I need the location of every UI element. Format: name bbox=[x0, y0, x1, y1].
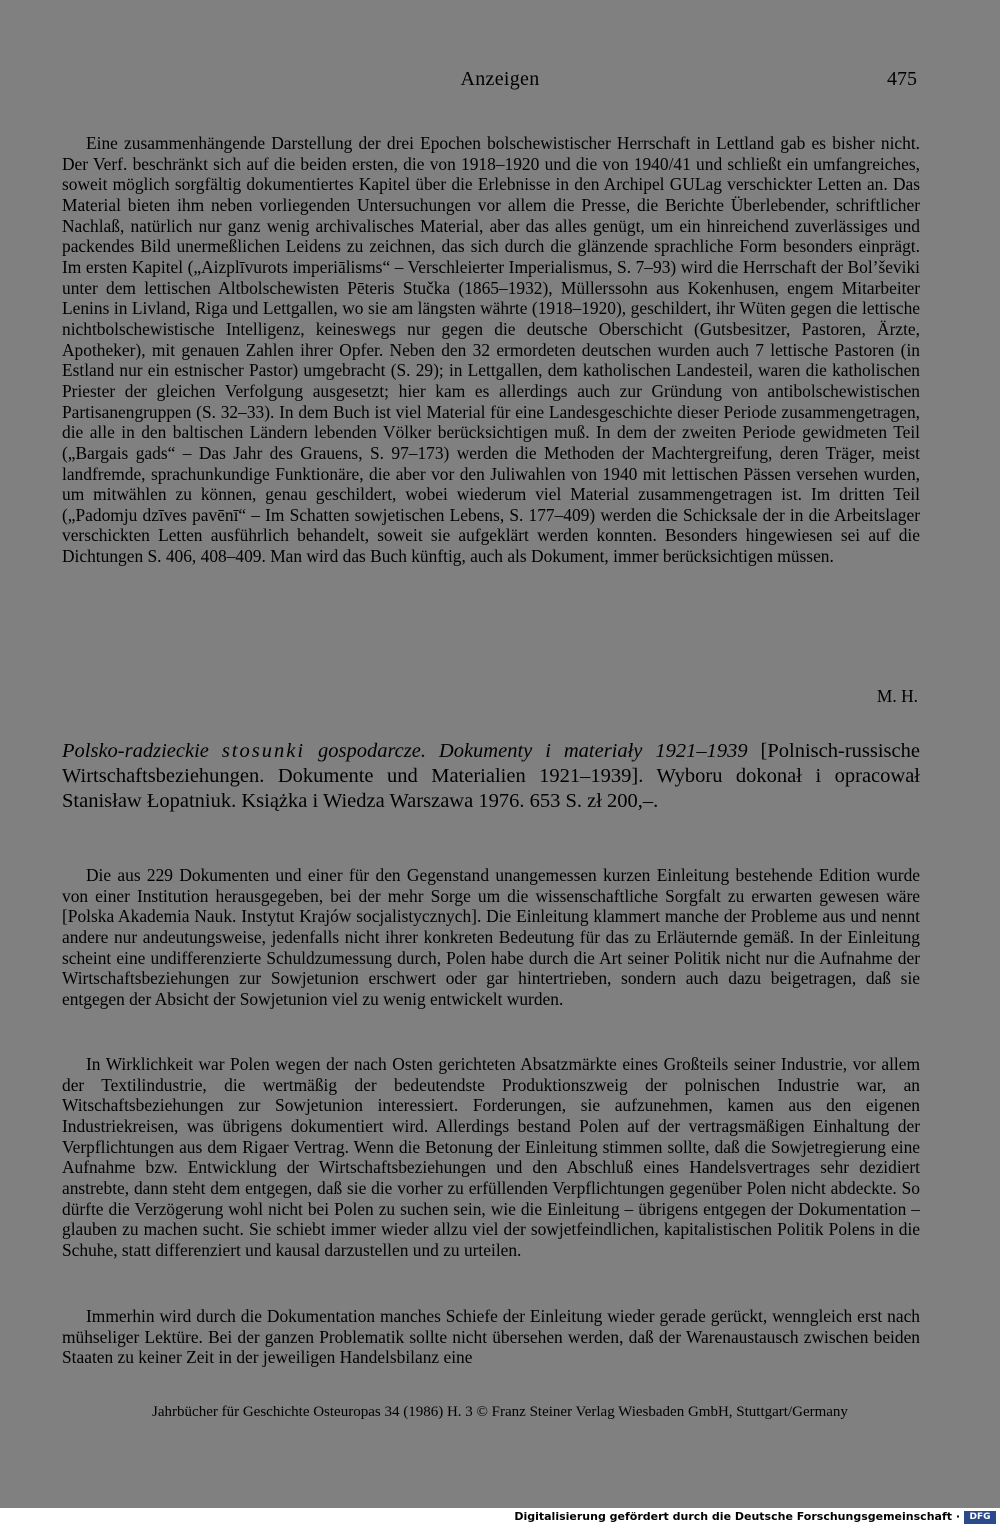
bib-details: [Polnisch-russische Wirtschaftsbeziehungen. Dokumente und Materialien 1921–1939]. Wyboru dokonał i opracował Stanisław Łopatniuk. Książka i Wiedza Warszawa 1976. 653 S. zł 200,–. bbox=[62, 740, 920, 812]
review-paragraph: In Wirklichkeit war Polen wegen der nach Osten gerichteten Absatzmärkte eines Großteils seiner Industrie, vor allem der Textilindustrie, die wertmäßig der bedeutendste Produktionszweig der polnischen Industrie war, an Witschaftsbeziehungen zur Sowjetunion interessiert. Forderungen, sie aufzunehmen, kamen aus den eigenen Industriekreisen, was übrigens dokumentiert wird. Allerdings bestand Polen auf der vertragsmäßigen Einhaltung der Verpflichtungen aus dem Rigaer Vertrag. Wenn die Betonung der Einleitung stimmen sollte, daß die Sowjetregierung eine Aufnahme bzw. Entwicklung der Wirtschaftsbeziehungen und den Abschluß eines Handelsvertrages sehr dezidiert anstrebte, dann steht dem entgegen, daß sie die vorher zu erfüllenden Verpflichtungen gegenüber Polen nicht abdeckte. So dürfte die Verzögerung wohl nicht bei Polen zu suchen sein, wie die Einleitung – übrigens entgegen der Dokumentation – glauben zu machen sucht. Sie schiebt immer wieder allzu viel der sowjetfeindlichen, kapitalistischen Politik Polens in die Schuhe, statt differenziert und kausal darzustellen und zu urteilen. bbox=[62, 1054, 920, 1260]
bib-title-part: Polsko-radzieckie bbox=[62, 740, 222, 762]
dfg-logo: DFG bbox=[964, 1511, 996, 1524]
review-paragraph: Immerhin wird durch die Dokumentation manches Schiefe der Einleitung wieder gerade gerückt, wenngleich erst nach mühseliger Lektüre. Bei der ganzen Problematik sollte nicht übersehen werden, daß der Warenaustausch zwischen beiden Staaten zu keiner Zeit in der jeweiligen Handelsbilanz eine bbox=[62, 1306, 920, 1368]
journal-footer: Jahrbücher für Geschichte Osteuropas 34 (1986) H. 3 © Franz Steiner Verlag Wiesbaden GmbH, Stuttgart/Germany bbox=[152, 1404, 848, 1420]
review-paragraph: Die aus 229 Dokumenten und einer für den Gegenstand unangemessen kurzen Einleitung bestehende Edition wurde von einer Institution herausgegeben, bei der mehr Sorge um die wissenschaftliche Sorgfalt zu erwarten gewesen wäre [Polska Akademia Nauk. Instytut Krajów socjalistycznych]. Die Einleitung klammert manche der Probleme aus und nennt andere nur andeutungsweise, jedenfalls nicht ihrer konkreten Bedeutung für das zu Erläuternde gemäß. In der Einleitung scheint eine undifferenzierte Schuldzumessung durch, Polen habe durch die Art seiner Politik nicht nur die Aufnahme der Wirtschaftsbeziehungen zur Sowjetunion erschwert oder gar hintertrieben, sondern auch dazu beigetragen, daß sie entgegen der Absicht der Sowjetunion viel zu wenig entwickelt wurden. bbox=[62, 865, 920, 1009]
bib-title-part: gospodarcze. Dokumenty i materiały 1921–1939 bbox=[305, 740, 748, 762]
running-head: Anzeigen bbox=[460, 68, 540, 90]
page-number: 475 bbox=[887, 68, 917, 90]
review-paragraph: Eine zusammenhängende Darstellung der drei Epochen bolschewistischer Herrschaft in Lettland gab es bisher nicht. Der Verf. beschränkt sich auf die beiden ersten, die von 1918–1920 und die von 1940/41 und schließt ein umfangreiches, soweit möglich sorgfältig dokumentiertes Kapitel über die Erlebnisse in den Archipel GULag verschickter Letten an. Das Material bieten ihm neben vorliegenden Untersuchungen vor allem die Presse, die Berichte Überlebender, schriftlicher Nachlaß, natürlich nur ganz wenig archivalisches Material, aber das alles genügt, um ein hinreichend zuverlässiges und packendes Bild unermeßlichen Leidens zu zeichnen, das sich durch die glänzende sprachliche Form besonders einprägt. Im ersten Kapitel („Aizplīvurots imperiālisms“ – Verschleierter Imperialismus, S. 7–93) wird die Herrschaft der Bol’ševiki unter dem lettischen Altbolschewisten Pēteris Stučka (1865–1932), Müllerssohn aus Kokenhusen, engem Mitarbeiter Lenins in Livland, Riga und Lettgallen, wo sie am längsten währte (1918–1920), geschildert, ihr Wüten gegen die lettische nichtbolschewistische Intelligenz, keineswegs nur gegen die deutsche Oberschicht (Gutsbesitzer, Pastoren, Ärzte, Apotheker), mit genauen Zahlen ihrer Opfer. Neben den 32 ermordeten deutschen wurden auch 7 lettische Pastoren (in Estland nur ein estnischer Pastor) umgebracht (S. 29); in Lettgallen, dem katholischen Landesteil, waren die katholischen Priester der gleichen Verfolgung ausgesetzt; hier kam es allerdings auch zur Gründung von antibolschewistischen Partisanengruppen (S. 32–33). In dem Buch ist viel Material für eine Landesgeschichte dieser Periode zusammengetragen, die alle in den baltischen Ländern lebenden Völker berücksichtigen muß. In dem der zweiten Periode gewidmeten Teil („Bargais gads“ – Das Jahr des Grauens, S. 97–173) werden die Methoden der Machtergreifung, deren Träger, meist landfremde, sprachunkundige Funktionäre, die aber vor den Juliwahlen von 1940 mit lettischen Pässen versehen wurden, um mitwählen zu können, genau geschildert, wobei wiederum viel Material zusammengetragen ist. Im dritten Teil („Padomju dzīves pavēnī“ – Im Schatten sowjetischen Lebens, S. 177–409) werden die Schicksale der in die Arbeitslager verschickten Letten ausführlich behandelt, soweit sie aufgeklärt werden konnten. Besonders hingewiesen sei auf die Dichtungen S. 406, 408–409. Man wird das Buch künftig, auch als Dokument, immer berücksichtigen müssen. bbox=[62, 133, 920, 567]
reviewer-initials: M. H. bbox=[876, 686, 918, 706]
bib-title-spaced: stosunki bbox=[221, 740, 306, 762]
digitization-credit: Digitalisierung gefördert durch die Deutsche Forschungsgemeinschaft · bbox=[514, 1510, 960, 1523]
bibliographic-entry bbox=[62, 739, 920, 814]
digitization-banner bbox=[0, 1508, 1000, 1527]
